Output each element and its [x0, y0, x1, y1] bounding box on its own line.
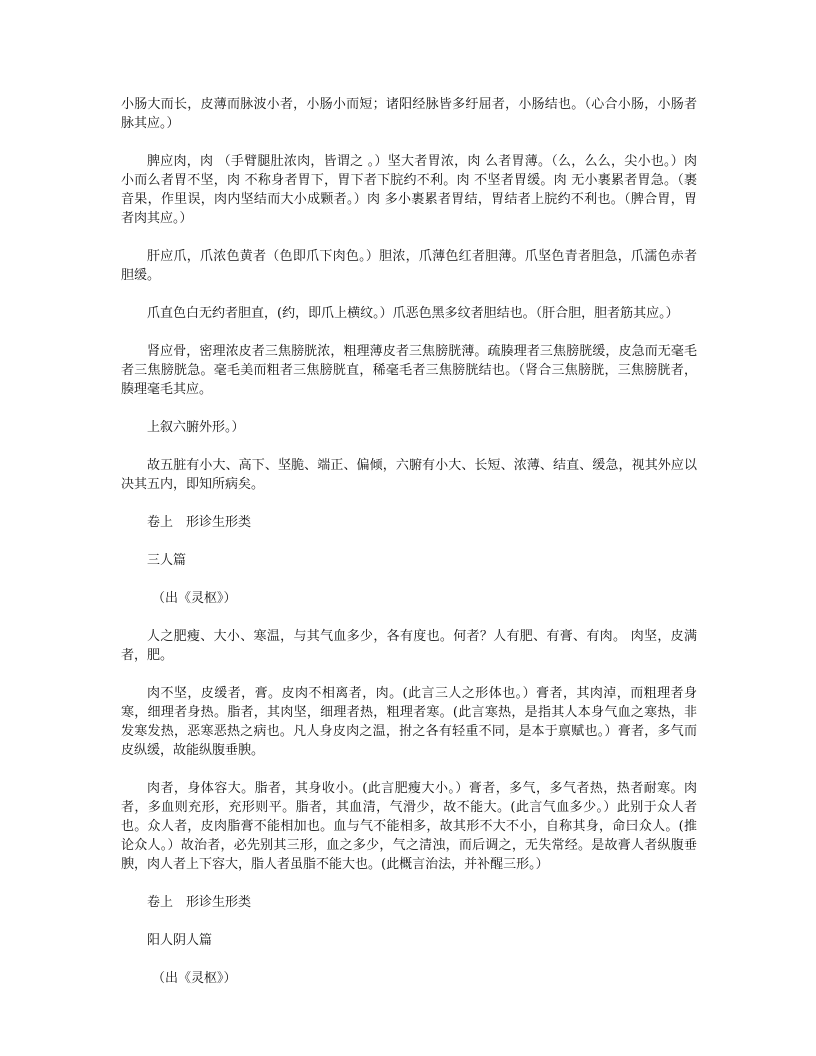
chapter-title-2: 阳人阴人篇: [147, 933, 213, 948]
document-page: [121, 95, 697, 1007]
paragraph-small-intestine: 小肠大而长，皮薄而脉波小者，小肠小而短；诸阳经脉皆多纡屈者，小肠结也。（心合小肠，小肠者脉其应。）: [121, 97, 697, 131]
paragraph-body-size: 肉者，身体容大。脂者，其身收小。(此言肥瘦大小。）膏者，多气，多气者热，热者耐寒。肉者，多血则充形，充形则平。脂者，其血清，气滑少，故不能大。(此言气血多少。）此别于众人者也。众人者，皮肉脂膏不能相加也。血与气不能相多，故其形不大不小，自称其身，命曰众人。(推论众人。）故治者，必先别其三形，血之多少，气之清浊，而后调之，无失常经。是故膏人者纵腹垂腴，肉人者上下容大，脂人者虽脂不能大也。(此概言治法，并补醒三形。）: [121, 781, 697, 872]
paragraph-three-types: 人之肥瘦、大小、寒温，与其气血多少，各有度也。何者？人有肥、有膏、有肉。 肉坚，皮满者，肥。: [121, 629, 697, 663]
paragraph-nail: 爪直色白无约者胆直，(约，即爪上横纹。）爪恶色黑多纹者胆结也。（肝合胆，胆者筋其应。）: [147, 306, 679, 321]
source-note-2: （出《灵枢》）: [152, 971, 237, 986]
paragraph-liver: 肝应爪，爪浓色黄者（色即爪下肉色。）胆浓，爪薄色红者胆薄。爪坚色青者胆急，爪濡色赤者胆缓。: [121, 249, 697, 283]
source-note: （出《灵枢》）: [152, 591, 237, 606]
paragraph-kidney: 肾应骨，密理浓皮者三焦膀胱浓，粗理薄皮者三焦膀胱薄。疏腠理者三焦膀胱缓，皮急而无毫毛者三焦膀胱急。毫毛美而粗者三焦膀胱直，稀毫毛者三焦膀胱结也。（肾合三焦膀胱，三焦膀胱者，腠理毫毛其应。: [121, 344, 697, 397]
chapter-title: 三人篇: [147, 553, 187, 568]
section-heading: 卷上 形诊生形类: [147, 515, 252, 530]
paragraph-spleen: 脾应肉，肉 （手臂腿肚浓肉，皆谓之 。）坚大者胃浓，肉 么者胃薄。（么，么么，尖小也。）肉小而么者胃不坚，肉 不称身者胃下，胃下者下脘约不利。肉 不坚者胃缓。肉 无小裹累者胃急。（裹音果，作里误，肉内坚结而大小成颗者。）肉 多小裹累者胃结，胃结者上脘约不利也。（脾合胃，胃者肉其应。）: [121, 154, 697, 226]
paragraph-summary: 上叙六腑外形。）: [147, 420, 245, 435]
section-heading-2: 卷上 形诊生形类: [147, 895, 252, 910]
paragraph-body-form: 肉不坚，皮缓者，膏。皮肉不相离者，肉。(此言三人之形体也。）膏者，其肉淖，而粗理者身寒，细理者身热。脂者，其肉坚，细理者热，粗理者寒。(此言寒热，是指其人本身气血之寒热，非发寒发热，恶寒恶热之病也。凡人身皮肉之温，拊之各有轻重不同，是本于禀赋也。）膏者，多气而皮纵缓，故能纵腹垂腴。: [121, 686, 697, 758]
paragraph-conclusion: 故五脏有小大、高下、坚脆、端正、偏倾，六腑有小大、长短、浓薄、结直、缓急，视其外应以决其五内，即知所病矣。: [121, 458, 697, 492]
